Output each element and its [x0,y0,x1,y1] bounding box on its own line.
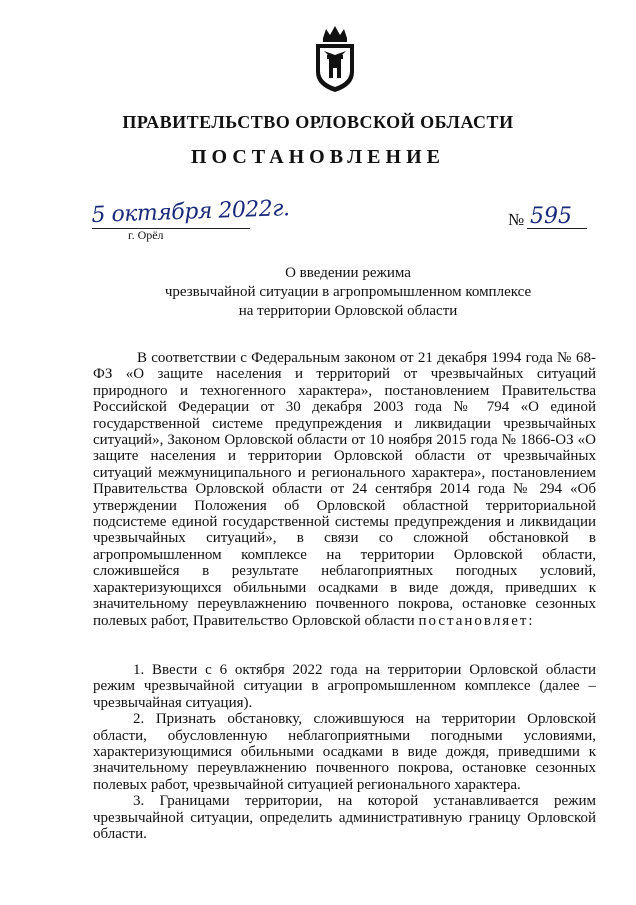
preamble-text: В соответствии с Федеральным законом от 21 декабря 1994 года № 68-ФЗ «О защите населения и территорий от чрезвычайных ситуаций природного и техногенного характера», постановлением Правительства Российской Федерации от 30 декабря 2003 года № 794 «О единой государственной системе предупреждения и ликвидации чрезвычайных ситуаций», Законом Орловской области от 10 ноября 2015 года № 1866-ОЗ «О защите населения и территории Орловской области от чрезвычайных ситуаций межмуниципального и регионального характера», постановлением Правительства Орловской области от 24 сентября 2014 года № 294 «Об утверждении Положения об Орловской областной территориальной подсистеме единой государственной системы предупреждения и ликвидации чрезвычайных ситуаций», в связи со сложной обстановкой в агропромышленном комплексе на территории Орловской области, сложившейся в результате неблагоприятных погодных условий, характеризующихся обильными осадками в виде дождя, приведших к значительному переувлажнению почвенного покрова, остановке сезонных полевых работ, Правительство Орловской области [93,350,596,629]
preamble-paragraph [93,350,596,629]
subject-line: О введении режима [285,265,411,281]
document-type-title: ПОСТАНОВЛЕНИЕ [191,146,445,168]
government-title: ПРАВИТЕЛЬСТВО ОРЛОВСКОЙ ОБЛАСТИ [122,112,514,132]
handwritten-number: 595 [530,204,572,229]
handwritten-date: 5 октября 2022г. [91,196,290,228]
date-underline [92,228,250,229]
subject-line: на территории Орловской области [238,303,458,319]
number-underline [527,228,587,229]
decree-item: 2. Признать обстановку, сложившуюся на территории Орловской области, обусловленную неблагоприятными погодными условиями, характеризующимися обильными осадками в виде дождя, приведшими к значительному переувлажнению почвенного покрова, остановке сезонных полевых работ, чрезвычайной ситуацией регионального характера. [93,711,596,793]
decree-item: 1. Ввести с 6 октября 2022 года на территории Орловской области режим чрезвычайной ситуации в агропромышленном комплексе (далее – чрезвычайная ситуация). [93,662,596,711]
decree-item: 3. Границами территории, на которой устанавливается режим чрезвычайной ситуации, определить административную границу Орловской области. [93,793,596,843]
number-sign: № [508,210,525,229]
city-label: г. Орёл [128,228,164,242]
decree-word: постановляет: [418,612,535,629]
document-subject [100,264,596,321]
subject-line: чрезвычайной ситуации в агропромышленном комплексе [164,284,532,300]
coat-of-arms-icon [312,24,358,94]
decree-items [93,662,596,842]
